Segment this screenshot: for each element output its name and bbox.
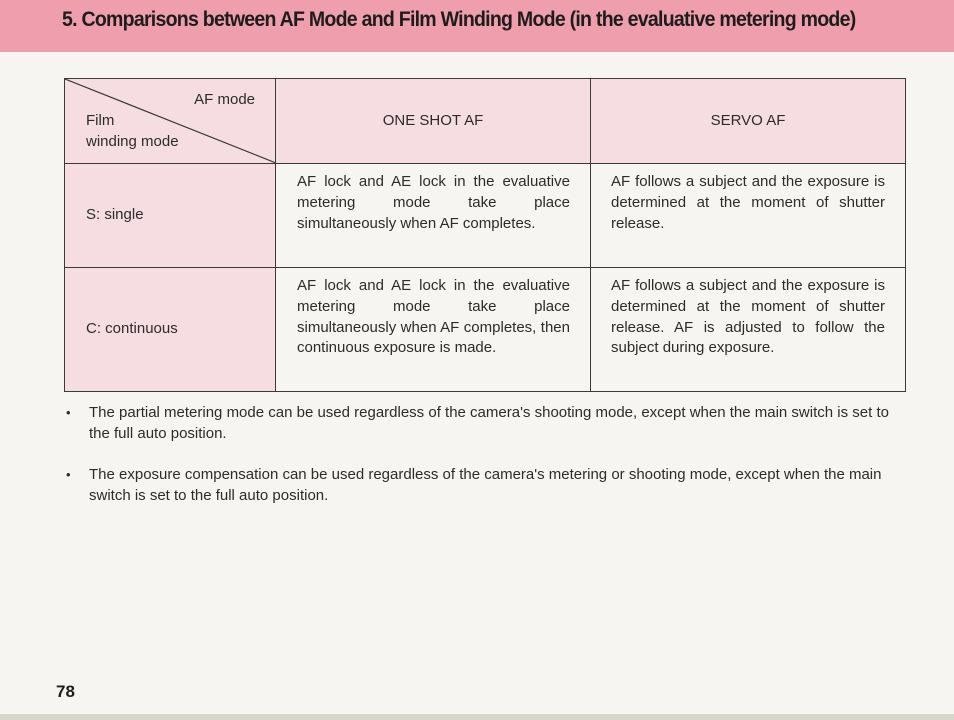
bullet-icon: • bbox=[66, 405, 71, 420]
row-label-continuous: C: continuous bbox=[65, 268, 276, 392]
cell-single-servo: AF follows a subject and the exposure is determined at the moment of shutter release. bbox=[591, 164, 906, 268]
film-axis-label-line1: Film bbox=[86, 112, 115, 129]
page-edge bbox=[0, 714, 954, 720]
note-text: The partial metering mode can be used regardless of the camera's shooting mode, except when the main switch is set to the full auto position. bbox=[89, 404, 889, 442]
bullet-icon: • bbox=[66, 467, 71, 482]
cell-continuous-servo: AF follows a subject and the exposure is determined at the moment of shutter release. AF is adjusted to follow the subject during exposure. bbox=[591, 268, 906, 392]
table-row bbox=[65, 164, 906, 268]
title-band bbox=[0, 0, 954, 52]
film-axis-label-line2: winding mode bbox=[86, 133, 179, 150]
column-header-one-shot: ONE SHOT AF bbox=[276, 79, 591, 164]
corner-cell bbox=[65, 79, 276, 164]
table-header-row bbox=[65, 79, 906, 164]
note-text: The exposure compensation can be used regardless of the camera's metering or shooting mode, except when the main switch is set to the full auto position. bbox=[89, 466, 882, 504]
comparison-table bbox=[64, 78, 906, 392]
page-number: 78 bbox=[56, 682, 75, 701]
cell-continuous-one-shot: AF lock and AE lock in the evaluative metering mode take place simultaneously when AF completes, then continuous exposure is made. bbox=[276, 268, 591, 392]
table-row bbox=[65, 268, 906, 392]
af-mode-axis-label: AF mode bbox=[194, 91, 255, 108]
section-title: 5. Comparisons between AF Mode and Film Winding Mode (in the evaluative metering mode) bbox=[62, 8, 856, 31]
list-item bbox=[64, 402, 909, 444]
list-item bbox=[64, 464, 909, 506]
cell-single-one-shot: AF lock and AE lock in the evaluative metering mode take place simultaneously when AF completes. bbox=[276, 164, 591, 268]
row-label-single: S: single bbox=[65, 164, 276, 268]
column-header-servo: SERVO AF bbox=[591, 79, 906, 164]
notes-list bbox=[64, 402, 909, 526]
